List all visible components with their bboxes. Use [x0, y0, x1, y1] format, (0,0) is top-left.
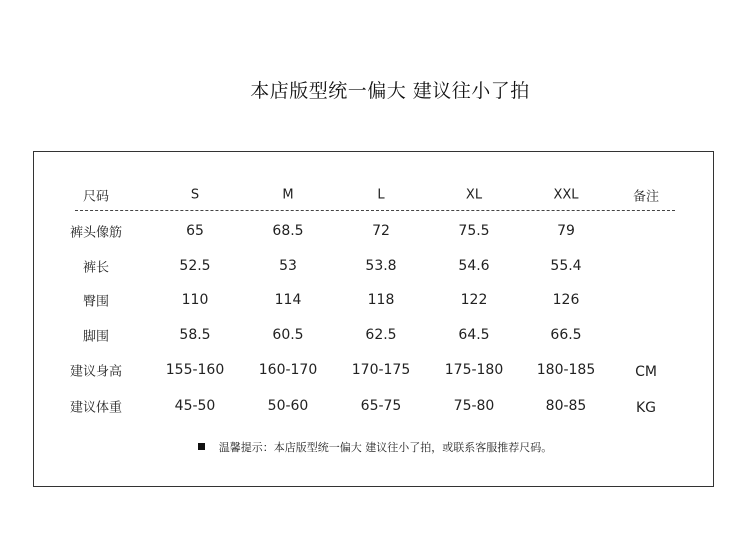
table-cell: 175-180 — [444, 362, 504, 378]
row-label: 臀围 — [82, 294, 110, 310]
header-cell: 尺码 — [82, 189, 110, 205]
header-cell: S — [190, 187, 200, 203]
header-cell: XXL — [553, 187, 579, 203]
table-cell: 122 — [460, 292, 488, 308]
table-cell: 53.8 — [365, 258, 397, 274]
table-cell: 52.5 — [179, 258, 211, 274]
header-cell: 备注 — [632, 189, 660, 205]
table-cell: 45-50 — [174, 398, 216, 414]
table-cell: 80-85 — [545, 398, 587, 414]
reminder-note — [0, 439, 750, 455]
row-label: 脚围 — [82, 329, 110, 345]
table-cell: 58.5 — [179, 327, 211, 343]
table-cell: 50-60 — [267, 398, 309, 414]
table-cell: 126 — [552, 292, 580, 308]
table-cell: 54.6 — [458, 258, 490, 274]
header-cell: L — [377, 187, 385, 203]
row-label: 裤头像筋 — [69, 225, 123, 241]
row-label: 裤长 — [82, 260, 110, 276]
header-cell: XL — [465, 187, 483, 203]
table-cell: 110 — [181, 292, 209, 308]
table-cell: 155-160 — [165, 362, 225, 378]
table-cell: 55.4 — [550, 258, 582, 274]
table-cell: 75-80 — [453, 398, 495, 414]
table-cell: 160-170 — [258, 362, 318, 378]
header-cell: M — [282, 187, 294, 203]
table-cell: 65 — [186, 223, 204, 239]
table-cell: 62.5 — [365, 327, 397, 343]
size-chart-frame — [33, 151, 714, 487]
table-cell: 118 — [367, 292, 395, 308]
reminder-text: 温馨提示：本店版型统一偏大 建议往小了拍，或联系客服推荐尺码。 — [218, 441, 553, 454]
table-cell: 60.5 — [272, 327, 304, 343]
table-cell: 180-185 — [536, 362, 596, 378]
row-label: 建议体重 — [69, 400, 123, 416]
table-cell: 170-175 — [351, 362, 411, 378]
table-cell: 79 — [557, 223, 575, 239]
header-divider — [75, 210, 675, 211]
table-cell: 72 — [372, 223, 390, 239]
table-cell: 65-75 — [360, 398, 402, 414]
table-cell: CM — [635, 364, 657, 380]
table-cell: 68.5 — [272, 223, 304, 239]
table-cell: 75.5 — [458, 223, 490, 239]
page-headline: 本店版型统一偏大 建议往小了拍 — [250, 80, 530, 102]
table-cell: 64.5 — [458, 327, 490, 343]
table-cell: 114 — [274, 292, 302, 308]
bullet-square-icon — [198, 443, 205, 450]
table-cell: 53 — [279, 258, 297, 274]
table-cell: KG — [635, 400, 657, 416]
table-cell: 66.5 — [550, 327, 582, 343]
row-label: 建议身高 — [69, 364, 123, 380]
